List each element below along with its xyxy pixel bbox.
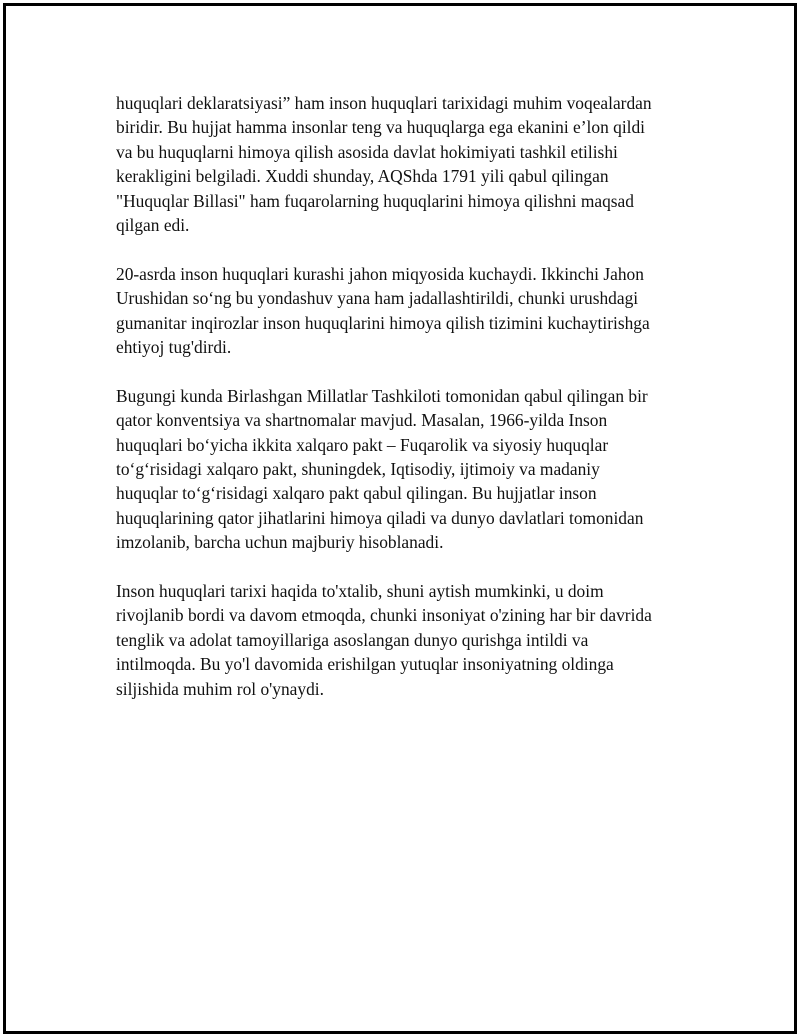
text-line: qilgan edi. [116, 215, 190, 236]
text-line: kerakligini belgiladi. Xuddi shunday, AQShda 1791 yili qabul qilingan [116, 166, 609, 187]
document-body [116, 91, 706, 726]
text-line: va bu huquqlarni himoya qilish asosida davlat hokimiyati tashkil etilishi [116, 141, 618, 162]
text-line: 20-asrda inson huquqlari kurashi jahon miqyosida kuchaydi. Ikkinchi Jahon [116, 263, 644, 284]
text-line: intilmoqda. Bu yo'l davomida erishilgan yutuqlar insoniyatning oldinga [116, 654, 614, 675]
text-line: Bugungi kunda Birlashgan Millatlar Tashkiloti tomonidan qabul qilingan bir [116, 385, 648, 406]
text-line: qator konventsiya va shartnomalar mavjud. Masalan, 1966-yilda Inson [116, 410, 608, 431]
text-line: imzolanib, barcha uchun majburiy hisoblanadi. [116, 532, 444, 553]
text-line: huquqlarining qator jihatlarini himoya qiladi va dunyo davlatlari tomonidan [116, 507, 644, 528]
paragraph-4 [116, 579, 706, 701]
text-line: tenglik va adolat tamoyillariga asoslangan dunyo qurishga intildi va [116, 629, 589, 650]
text-line: "Huquqlar Billasi" ham fuqarolarning huquqlarini himoya qilishni maqsad [116, 190, 634, 211]
text-line: biridir. Bu hujjat hamma insonlar teng va huquqlarga ega ekanini e’lon qildi [116, 117, 646, 138]
text-line: gumanitar inqirozlar inson huquqlarini himoya qilish tizimini kuchaytirishga [116, 312, 650, 333]
text-line: huquqlar to‘g‘risidagi xalqaro pakt qabul qilingan. Bu hujjatlar inson [116, 483, 597, 504]
paragraph-1 [116, 91, 706, 237]
text-line: huquqlari bo‘yicha ikkita xalqaro pakt – Fuqarolik va siyosiy huquqlar [116, 434, 609, 455]
text-line: rivojlanib bordi va davom etmoqda, chunki insoniyat o'zining har bir davrida [116, 605, 652, 626]
paragraph-2 [116, 262, 706, 360]
text-line: ehtiyoj tug'dirdi. [116, 337, 232, 358]
paragraph-3 [116, 384, 706, 555]
text-line: Urushidan so‘ng bu yondashuv yana ham jadallashtirildi, chunki urushdagi [116, 288, 639, 309]
text-line: to‘g‘risidagi xalqaro pakt, shuningdek, Iqtisodiy, ijtimoiy va madaniy [116, 459, 600, 480]
text-line: siljishida muhim rol o'ynaydi. [116, 678, 324, 699]
text-line: Inson huquqlari tarixi haqida to'xtalib, shuni aytish mumkinki, u doim [116, 581, 604, 602]
text-line: huquqlari deklaratsiyasi” ham inson huquqlari tarixidagi muhim voqealardan [116, 93, 652, 113]
